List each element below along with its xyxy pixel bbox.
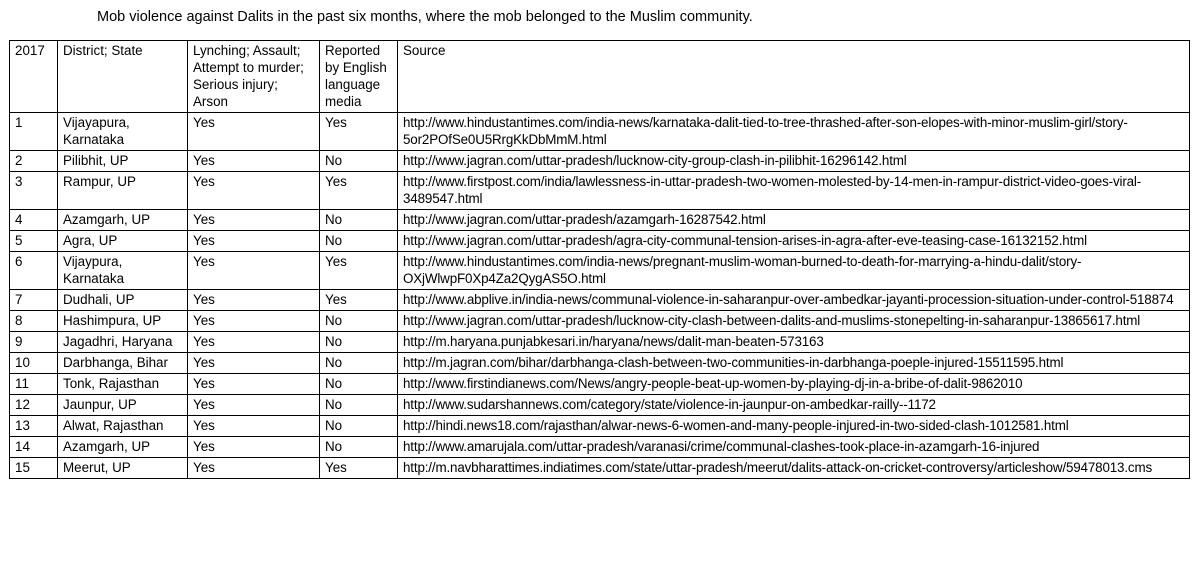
district-cell: Azamgarh, UP — [58, 437, 188, 458]
header-violence-type: Lynching; Assault; Attempt to murder; Serious injury; Arson — [188, 41, 320, 113]
english-media-cell: Yes — [320, 252, 398, 290]
violence-cell: Yes — [188, 437, 320, 458]
source-url-cell[interactable]: http://www.firstpost.com/india/lawlessness-in-uttar-pradesh-two-women-molested-by-14-men-in-rampur-district-video-goes-viral-3489547.html — [398, 172, 1190, 210]
district-cell: Azamgarh, UP — [58, 210, 188, 231]
english-media-cell: Yes — [320, 113, 398, 151]
row-number-cell: 15 — [10, 458, 58, 479]
violence-cell: Yes — [188, 395, 320, 416]
english-media-cell: Yes — [320, 458, 398, 479]
source-url-cell[interactable]: http://www.abplive.in/india-news/communal-violence-in-saharanpur-over-ambedkar-jayanti-procession-situation-under-control-518874 — [398, 290, 1190, 311]
table-row — [10, 374, 1190, 395]
table-body — [10, 113, 1190, 479]
row-number-cell: 14 — [10, 437, 58, 458]
district-cell: Hashimpura, UP — [58, 311, 188, 332]
row-number-cell: 2 — [10, 151, 58, 172]
district-cell: Dudhali, UP — [58, 290, 188, 311]
english-media-cell: No — [320, 151, 398, 172]
english-media-cell: No — [320, 374, 398, 395]
district-cell: Jagadhri, Haryana — [58, 332, 188, 353]
row-number-cell: 4 — [10, 210, 58, 231]
english-media-cell: No — [320, 332, 398, 353]
violence-cell: Yes — [188, 416, 320, 437]
violence-cell: Yes — [188, 231, 320, 252]
table-row — [10, 416, 1190, 437]
table-row — [10, 252, 1190, 290]
source-url-cell[interactable]: http://www.jagran.com/uttar-pradesh/agra-city-communal-tension-arises-in-agra-after-eve-teasing-case-16132152.html — [398, 231, 1190, 252]
row-number-cell: 13 — [10, 416, 58, 437]
row-number-cell: 11 — [10, 374, 58, 395]
english-media-cell: No — [320, 311, 398, 332]
violence-cell: Yes — [188, 311, 320, 332]
table-caption: Mob violence against Dalits in the past six months, where the mob belonged to the Muslim community. — [97, 9, 753, 25]
violence-cell: Yes — [188, 252, 320, 290]
english-media-cell: Yes — [320, 172, 398, 210]
district-cell: Pilibhit, UP — [58, 151, 188, 172]
row-number-cell: 12 — [10, 395, 58, 416]
source-url-cell[interactable]: http://www.firstindianews.com/News/angry-people-beat-up-women-by-playing-dj-in-a-bribe-of-dalit-9862010 — [398, 374, 1190, 395]
district-cell: Vijayapura, Karnataka — [58, 113, 188, 151]
row-number-cell: 9 — [10, 332, 58, 353]
table-row — [10, 151, 1190, 172]
source-url-cell[interactable]: http://hindi.news18.com/rajasthan/alwar-news-6-women-and-many-people-injured-in-two-sided-clash-1012581.html — [398, 416, 1190, 437]
header-row — [10, 41, 1190, 113]
row-number-cell: 6 — [10, 252, 58, 290]
violence-cell: Yes — [188, 374, 320, 395]
violence-cell: Yes — [188, 172, 320, 210]
table-row — [10, 231, 1190, 252]
source-url-cell[interactable]: http://www.hindustantimes.com/india-news/karnataka-dalit-tied-to-tree-thrashed-after-son-elopes-with-minor-muslim-girl/story-5or2POfSe0U5RrgKkDbMmM.html — [398, 113, 1190, 151]
source-url-cell[interactable]: http://www.hindustantimes.com/india-news/pregnant-muslim-woman-burned-to-death-for-marrying-a-hindu-dalit/story-OXjWlwpF0Xp4Za2QygAS5O.html — [398, 252, 1190, 290]
table-row — [10, 458, 1190, 479]
district-cell: Meerut, UP — [58, 458, 188, 479]
table-row — [10, 210, 1190, 231]
row-number-cell: 7 — [10, 290, 58, 311]
violence-cell: Yes — [188, 210, 320, 231]
header-source: Source — [398, 41, 1190, 113]
source-url-cell[interactable]: http://www.sudarshannews.com/category/state/violence-in-jaunpur-on-ambedkar-railly--1172 — [398, 395, 1190, 416]
source-url-cell[interactable]: http://m.navbharattimes.indiatimes.com/state/uttar-pradesh/meerut/dalits-attack-on-cricket-controversy/articleshow/59478013.cms — [398, 458, 1190, 479]
source-url-cell[interactable]: http://m.jagran.com/bihar/darbhanga-clash-between-two-communities-in-darbhanga-poeple-injured-15511595.html — [398, 353, 1190, 374]
violence-cell: Yes — [188, 113, 320, 151]
header-english-media: Reported by English language media — [320, 41, 398, 113]
violence-cell: Yes — [188, 332, 320, 353]
district-cell: Agra, UP — [58, 231, 188, 252]
header-district-state: District; State — [58, 41, 188, 113]
english-media-cell: No — [320, 353, 398, 374]
table-row — [10, 290, 1190, 311]
source-url-cell[interactable]: http://www.amarujala.com/uttar-pradesh/varanasi/crime/communal-clashes-took-place-in-azamgarh-16-injured — [398, 437, 1190, 458]
violence-cell: Yes — [188, 290, 320, 311]
table-row — [10, 113, 1190, 151]
source-url-cell[interactable]: http://www.jagran.com/uttar-pradesh/lucknow-city-clash-between-dalits-and-muslims-stonepelting-in-saharanpur-13865617.html — [398, 311, 1190, 332]
district-cell: Tonk, Rajasthan — [58, 374, 188, 395]
row-number-cell: 3 — [10, 172, 58, 210]
district-cell: Rampur, UP — [58, 172, 188, 210]
english-media-cell: No — [320, 231, 398, 252]
row-number-cell: 1 — [10, 113, 58, 151]
english-media-cell: No — [320, 416, 398, 437]
row-number-cell: 5 — [10, 231, 58, 252]
table-row — [10, 395, 1190, 416]
district-cell: Jaunpur, UP — [58, 395, 188, 416]
english-media-cell: No — [320, 210, 398, 231]
row-number-cell: 10 — [10, 353, 58, 374]
table-row — [10, 437, 1190, 458]
source-url-cell[interactable]: http://m.haryana.punjabkesari.in/haryana/news/dalit-man-beaten-573163 — [398, 332, 1190, 353]
english-media-cell: No — [320, 437, 398, 458]
violence-cell: Yes — [188, 151, 320, 172]
district-cell: Darbhanga, Bihar — [58, 353, 188, 374]
violence-cell: Yes — [188, 353, 320, 374]
table-row — [10, 172, 1190, 210]
source-url-cell[interactable]: http://www.jagran.com/uttar-pradesh/lucknow-city-group-clash-in-pilibhit-16296142.html — [398, 151, 1190, 172]
violence-cell: Yes — [188, 458, 320, 479]
english-media-cell: Yes — [320, 290, 398, 311]
mob-violence-table — [9, 40, 1190, 479]
source-url-cell[interactable]: http://www.jagran.com/uttar-pradesh/azamgarh-16287542.html — [398, 210, 1190, 231]
table-row — [10, 332, 1190, 353]
english-media-cell: No — [320, 395, 398, 416]
header-year: 2017 — [10, 41, 58, 113]
district-cell: Alwat, Rajasthan — [58, 416, 188, 437]
district-cell: Vijaypura, Karnataka — [58, 252, 188, 290]
table-row — [10, 311, 1190, 332]
table-row — [10, 353, 1190, 374]
row-number-cell: 8 — [10, 311, 58, 332]
